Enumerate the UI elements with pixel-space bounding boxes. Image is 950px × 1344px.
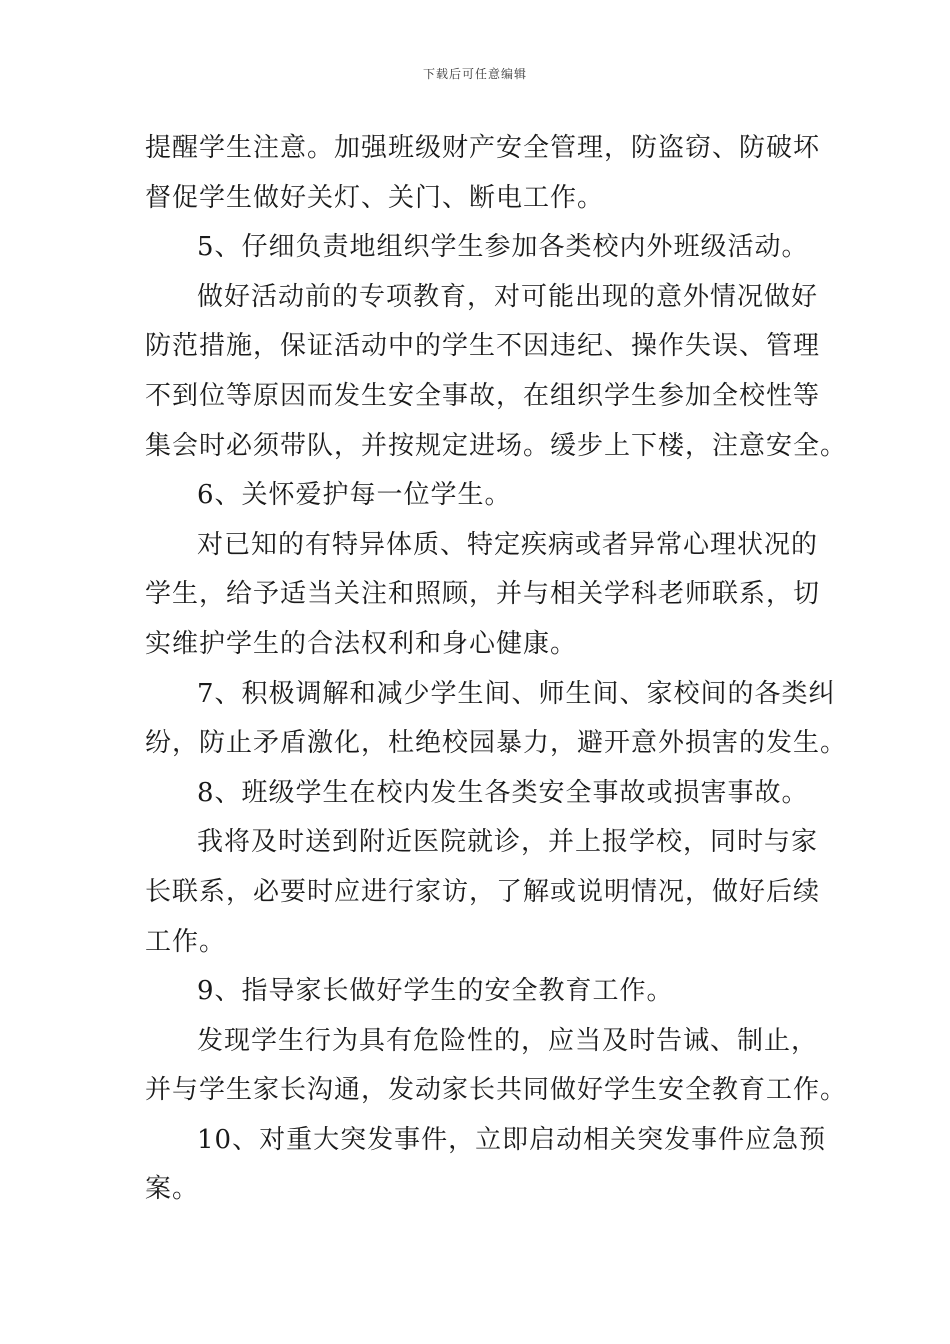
page-header: 下载后可任意编辑 bbox=[422, 67, 527, 81]
list-item-heading: 9、指导家长做好学生的安全教育工作。 bbox=[197, 976, 674, 1007]
list-item-heading: 7、积极调解和减少学生间、师生间、家校间的各类纠 bbox=[197, 678, 836, 709]
text-line: 集会时必须带队，并按规定进场。缓步上下楼，注意安全。 bbox=[145, 430, 848, 461]
text-line: 工作。 bbox=[145, 926, 227, 957]
text-line: 对已知的有特异体质、特定疾病或者异常心理状况的 bbox=[197, 529, 819, 560]
text-line: 督促学生做好关灯、关门、断电工作。 bbox=[145, 182, 605, 213]
list-item-heading: 5、仔细负责地组织学生参加各类校内外班级活动。 bbox=[197, 232, 809, 263]
text-line: 不到位等原因而发生安全事故，在组织学生参加全校性等 bbox=[145, 380, 821, 411]
text-line: 案。 bbox=[145, 1174, 200, 1205]
text-line: 我将及时送到附近医院就诊，并上报学校，同时与家 bbox=[197, 827, 819, 858]
document-body bbox=[145, 124, 848, 1215]
text-line: 纷，防止矛盾激化，杜绝校园暴力，避开意外损害的发生。 bbox=[145, 728, 848, 759]
list-item-heading: 6、关怀爱护每一位学生。 bbox=[197, 480, 512, 511]
text-line: 并与学生家长沟通，发动家长共同做好学生安全教育工作。 bbox=[145, 1075, 848, 1106]
text-line: 防范措施，保证活动中的学生不因违纪、操作失误、管理 bbox=[145, 331, 821, 362]
text-line: 实维护学生的合法权利和身心健康。 bbox=[145, 628, 578, 659]
text-line: 做好活动前的专项教育，对可能出现的意外情况做好 bbox=[197, 281, 819, 312]
text-line: 提醒学生注意。加强班级财产安全管理，防盗窃、防破坏 bbox=[145, 133, 821, 163]
text-line: 长联系，必要时应进行家访，了解或说明情况，做好后续 bbox=[145, 876, 821, 907]
text-line: 发现学生行为具有危险性的，应当及时告诫、制止， bbox=[197, 1025, 819, 1056]
list-item-heading: 10、对重大突发事件，立即启动相关突发事件应急预 bbox=[197, 1124, 827, 1155]
text-line: 学生，给予适当关注和照顾，并与相关学科老师联系，切 bbox=[145, 579, 821, 610]
list-item-heading: 8、班级学生在校内发生各类安全事故或损害事故。 bbox=[197, 777, 809, 808]
